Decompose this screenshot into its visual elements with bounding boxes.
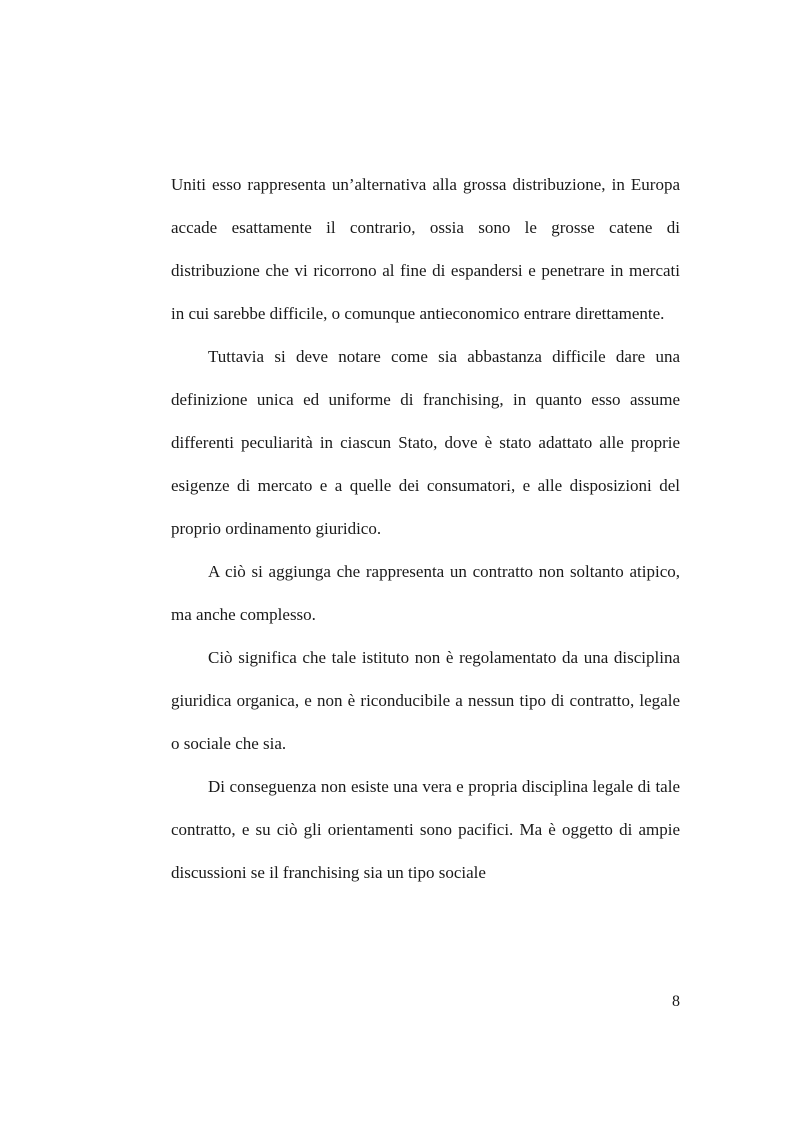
body-text <box>171 163 680 894</box>
page-number: 8 <box>672 993 680 1010</box>
paragraph-2: Tuttavia si deve notare come sia abbastanza difficile dare una definizione unica ed uniforme di franchising, in quanto esso assume differenti peculiarità in ciascun Stato, dove è stato adattato alle proprie esigenze di mercato e a quelle dei consumatori, e alle disposizioni del proprio ordinamento giuridico. <box>171 347 680 538</box>
paragraph-1: Uniti esso rappresenta un’alternativa alla grossa distribuzione, in Europa accade esattamente il contrario, ossia sono le grosse catene di distribuzione che vi ricorrono al fine di espandersi e penetrare in mercati in cui sarebbe difficile, o comunque antieconomico entrare direttamente. <box>171 175 680 323</box>
paragraph-3: A ciò si aggiunga che rappresenta un contratto non soltanto atipico, ma anche complesso. <box>171 562 680 624</box>
paragraph-5: Di conseguenza non esiste una vera e propria disciplina legale di tale contratto, e su ciò gli orientamenti sono pacifici. Ma è oggetto di ampie discussioni se il franchising sia un tipo sociale <box>171 777 680 882</box>
paragraph-4: Ciò significa che tale istituto non è regolamentato da una disciplina giuridica organica, e non è riconducibile a nessun tipo di contratto, legale o sociale che sia. <box>171 648 680 753</box>
